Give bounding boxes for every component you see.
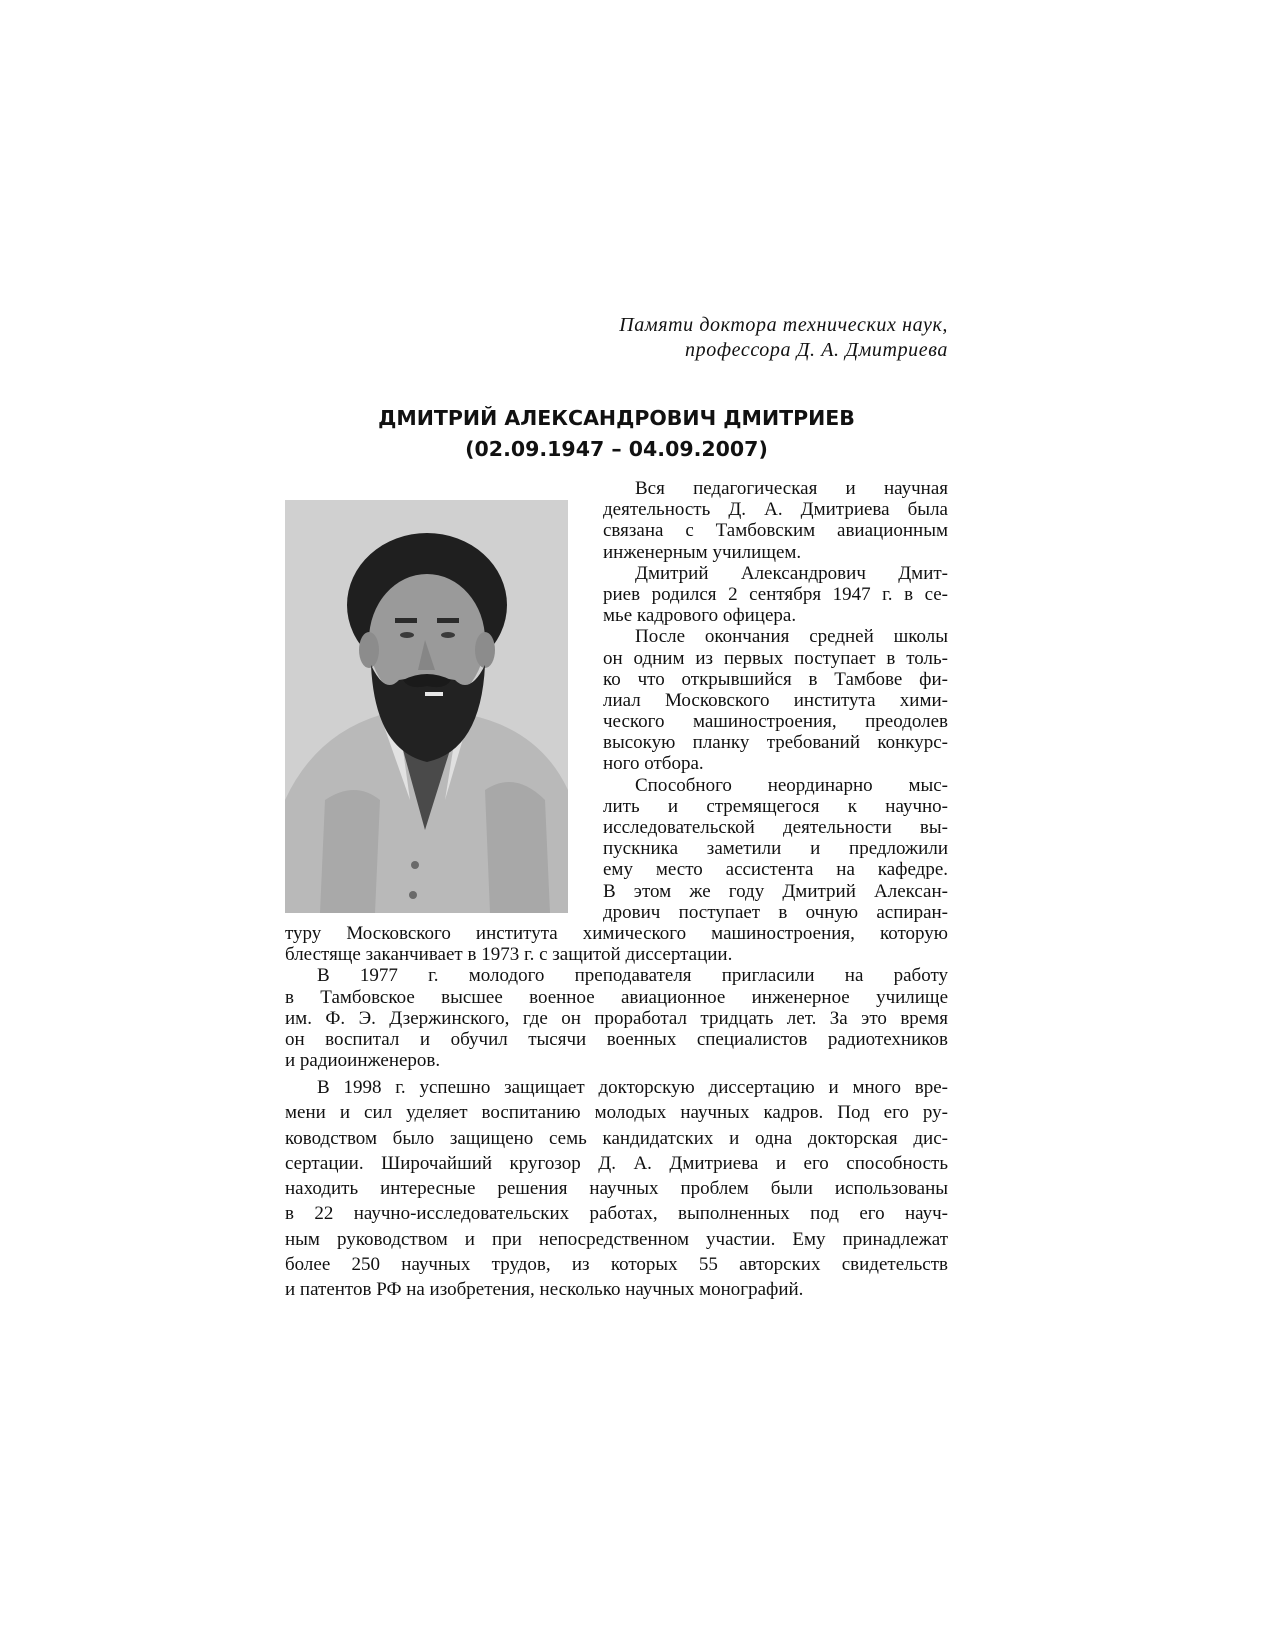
column-line: пускника заметили и предложили <box>603 838 948 860</box>
text-line: сертации. Широчайший кругозор Д. А. Дмитриева и его способность <box>285 1152 948 1174</box>
text-line: он воспитал и обучил тысячи военных специалистов радиотехников <box>285 1028 948 1050</box>
column-line: После окончания средней школы <box>635 626 948 648</box>
column-line: исследовательской деятельности вы- <box>603 817 948 838</box>
text-line: ным руководством и при непосредственном участии. Ему принадлежат <box>285 1228 948 1250</box>
column-line: ческого машиностроения, преодолев <box>603 711 948 733</box>
article-title <box>285 403 948 465</box>
dedication <box>619 313 948 363</box>
column-line: мье кадрового офицера. <box>603 605 797 627</box>
text-line: туру Московского института химического машиностроения, которую <box>285 923 948 944</box>
text-line: В 1977 г. молодого преподавателя пригласили на работу <box>317 965 948 987</box>
text-line: и радиоинженеров. <box>285 1050 441 1072</box>
title-dates: (02.09.1947 – 04.09.2007) <box>465 437 768 461</box>
column-line: Способного неординарно мыс- <box>635 774 948 796</box>
text-line: им. Ф. Э. Дзержинского, где он проработал тридцать лет. За это время <box>285 1007 948 1029</box>
text-line: в 22 научно-исследовательских работах, выполненных под его науч- <box>285 1203 948 1225</box>
column-line: ему место ассистента на кафедре. <box>603 859 948 881</box>
portrait-photo <box>285 500 568 913</box>
column-line: риев родился 2 сентября 1947 г. в се- <box>603 583 948 605</box>
column-line: ного отбора. <box>603 753 704 775</box>
column-text <box>603 478 948 923</box>
column-line: В этом же году Дмитрий Алексан- <box>603 880 948 902</box>
portrait-illustration <box>285 500 568 913</box>
text-line: В 1998 г. успешно защищает докторскую диссертацию и много вре- <box>317 1077 948 1098</box>
column-line: лить и стремящегося к научно- <box>603 795 948 817</box>
full-width-text-a <box>285 923 948 1071</box>
dedication-line-1: Памяти доктора технических наук, <box>619 314 948 336</box>
column-line: высокую планку требований конкурс- <box>603 732 948 754</box>
dedication-line-2: профессора Д. А. Дмитриева <box>685 339 948 361</box>
column-line: инженерным училищем. <box>603 541 802 563</box>
title-name: ДМИТРИЙ АЛЕКСАНДРОВИЧ ДМИТРИЕВ <box>378 406 855 430</box>
text-line: и патентов РФ на изобретения, несколько научных монографий. <box>285 1279 804 1301</box>
text-line: более 250 научных трудов, из которых 55 авторских свидетельств <box>285 1254 948 1276</box>
column-line: он одним из первых поступает в толь- <box>603 647 948 669</box>
text-line: мени и сил уделяет воспитанию молодых научных кадров. Под его ру- <box>285 1102 948 1124</box>
column-line: ко что открывшийся в Тамбове фи- <box>603 668 948 690</box>
column-line: деятельность Д. А. Дмитриева была <box>603 499 948 521</box>
column-line: связана с Тамбовским авиационным <box>603 520 948 542</box>
text-line: ководством было защищено семь кандидатских и одна докторская дис- <box>285 1127 948 1149</box>
text-line: находить интересные решения научных проблем были использованы <box>285 1178 948 1200</box>
column-line: Вся педагогическая и научная <box>635 478 948 499</box>
column-line: Дмитрий Александрович Дмит- <box>635 562 948 584</box>
text-line: в Тамбовское высшее военное авиационное инженерное училище <box>285 986 948 1008</box>
column-line: дрович поступает в очную аспиран- <box>603 901 948 923</box>
full-width-text-b <box>285 1075 948 1303</box>
text-line: блестяще заканчивает в 1973 г. с защитой диссертации. <box>285 944 733 966</box>
column-line: лиал Московского института хими- <box>603 689 948 711</box>
